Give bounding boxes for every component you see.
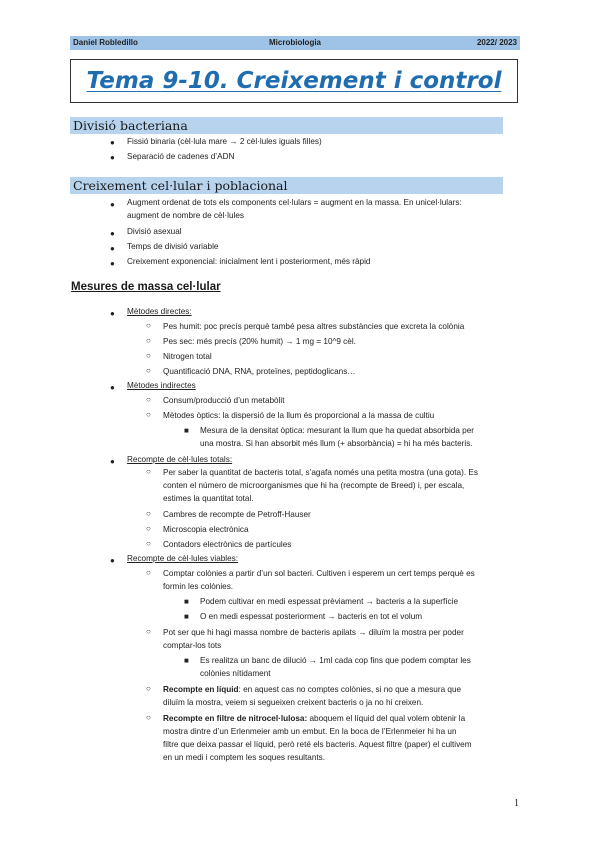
bullet-circle: ○: [146, 351, 151, 360]
bullet-circle: ○: [146, 539, 151, 548]
total-count-label: Recompte de cèl·lules totals:: [127, 455, 233, 464]
list-item: Augment ordenat de tots els components cel·lulars = augment en la massa. En unicel·lulars:: [127, 198, 462, 207]
list-item: Mesura de la densitat òptica: mesurant la llum que ha quedat absorbida per: [200, 426, 474, 435]
bullet-circle: ○: [146, 509, 151, 518]
bullet-dot: ●: [110, 556, 115, 565]
list-item-cont: augment de nombre de cèl·lules: [127, 211, 244, 220]
list-item-cont: en un medi i comptem les soques resultants.: [163, 753, 326, 762]
viable-count-label: Recompte de cèl·lules viables:: [127, 554, 239, 563]
bullet-circle: ○: [146, 321, 151, 330]
bullet-circle: ○: [146, 336, 151, 345]
bullet-circle: ○: [146, 395, 151, 404]
list-item: O en medi espessat posteriorment → bacteris en tot el volum: [200, 612, 423, 621]
list-item: Quantificació DNA, RNA, proteïnes, peptidoglicans…: [163, 367, 356, 376]
bullet-dot: ●: [110, 457, 115, 466]
header-bar: [70, 36, 520, 50]
page-number: 1: [514, 798, 519, 809]
bullet-square: ■: [184, 426, 189, 435]
indirect-methods-label: Mètodes indirectes: [127, 381, 196, 390]
bullet-dot: ●: [110, 229, 115, 238]
filter-count-text: aboquem el líquid del qual volem obtenir la: [307, 714, 466, 723]
bullet-dot: ●: [110, 383, 115, 392]
bullet-circle: ○: [146, 524, 151, 533]
list-item: Temps de divisió variable: [127, 242, 219, 251]
list-item-cont: una mostra. Si han absorbit més llum (+ absorbància) = hi ha més bacteris.: [200, 439, 473, 448]
list-item: Consum/producció d’un metabòlit: [163, 396, 285, 405]
list-item-cont: diluïm la mostra, veiem si segueixen creixent bacteris o ja no hi creixen.: [163, 698, 424, 707]
list-item: Cambres de recompte de Petroff-Hauser: [163, 510, 311, 519]
list-item-cont: estimes la quantitat total.: [163, 494, 254, 503]
list-item: Podem cultivar en medi espessat prèviament → bacteris a la superfície: [200, 597, 459, 606]
section-heading-division: Divisió bacteriana: [70, 117, 503, 134]
header-subject: Microbiologia: [269, 38, 321, 47]
list-item-cont: filtre que deixa passar el líquid, però reté els bacteris. Aquest filtre (paper) el cultivem: [163, 740, 472, 749]
list-item: Per saber la quantitat de bacteris total, s’agafa només una petita mostra (una gota). Es: [163, 468, 478, 477]
bullet-circle: ○: [146, 684, 151, 693]
page-title: Tema 9-10. Creixement i control: [70, 59, 518, 103]
bullet-dot: ●: [110, 138, 115, 147]
bullet-circle: ○: [146, 627, 151, 636]
list-item-cont: formin les colònies.: [163, 582, 234, 591]
bullet-circle: ○: [146, 713, 151, 722]
list-item: Pes humit: poc precís perquè també pesa altres substàncies que excreta la colònia: [163, 322, 465, 331]
bullet-dot: ●: [110, 200, 115, 209]
header-author: Daniel Robledillo: [73, 38, 138, 47]
section-heading-mass: Mesures de massa cel·lular: [71, 281, 221, 293]
liquid-count-label: Recompte en líquid: [163, 685, 239, 694]
list-item: Nitrogen total: [163, 352, 212, 361]
bullet-square: ■: [184, 656, 189, 665]
bullet-circle: ○: [146, 366, 151, 375]
filter-count-item: [163, 713, 465, 725]
liquid-count-text: : en aquest cas no comptes colònies, si no que a mesura que: [238, 685, 462, 694]
list-item: Es realitza un banc de dilució → 1ml cada cop fins que podem comptar les: [200, 656, 471, 665]
list-item-cont: mostra dintre d’un Erlenmeier amb un embut. En la boca de l’Erlenmeier hi ha un: [163, 727, 457, 736]
list-item: Pes sec: més precís (20% humit) → 1 mg = 10^9 cèl.: [163, 337, 356, 346]
list-item: Pot ser que hi hagi massa nombre de bacteris apilats → diluïm la mostra per poder: [163, 628, 464, 637]
list-item: Separació de cadenes d’ADN: [127, 152, 235, 161]
bullet-dot: ●: [110, 244, 115, 253]
bullet-square: ■: [184, 612, 189, 621]
bullet-square: ■: [184, 597, 189, 606]
bullet-circle: ○: [146, 568, 151, 577]
filter-count-label: Recompte en filtre de nitrocel·lulosa:: [163, 714, 308, 723]
direct-methods-label: Mètodes directes:: [127, 307, 192, 316]
list-item: Creixement exponencial: inicialment lent i posteriorment, més ràpid: [127, 257, 371, 266]
list-item: Microscopia electrònica: [163, 525, 249, 534]
list-item: Fissió binaria (cèl·lula mare → 2 cèl·lules iguals filles): [127, 137, 322, 146]
bullet-dot: ●: [110, 153, 115, 162]
bullet-circle: ○: [146, 410, 151, 419]
list-item: Mètodes òptics: la dispersió de la llum és proporcional a la massa de cultiu: [163, 411, 435, 420]
list-item-cont: colònies nítidament: [200, 669, 271, 678]
list-item: Comptar colònies a partir d’un sol bacteri. Cultiven i esperem un cert temps perquè es: [163, 569, 475, 578]
liquid-count-item: [163, 684, 461, 696]
list-item-cont: comptar-los tots: [163, 641, 222, 650]
bullet-circle: ○: [146, 467, 151, 476]
list-item-cont: conten el número de microorganismes que hi ha (recompte de Breed) i, per escala,: [163, 481, 465, 490]
bullet-dot: ●: [110, 309, 115, 318]
section-heading-growth: Creixement cel·lular i poblacional: [70, 177, 503, 194]
bullet-dot: ●: [110, 259, 115, 268]
header-year: 2022/ 2023: [476, 38, 517, 47]
list-item: Contadors electrònics de partícules: [163, 540, 292, 549]
list-item: Divisió asexual: [127, 227, 182, 236]
